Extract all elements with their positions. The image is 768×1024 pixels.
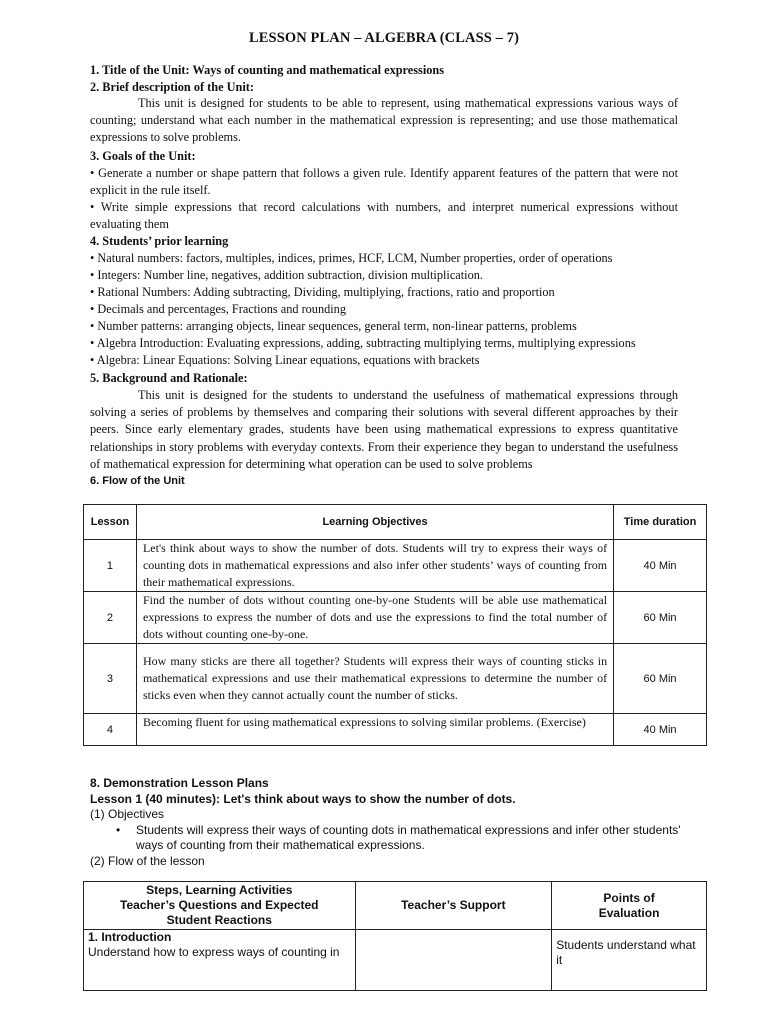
prior-learning-item: • Rational Numbers: Adding subtracting, Dividing, multiplying, fractions, ratio and proportion — [90, 285, 555, 299]
column-header-lesson: Lesson — [84, 505, 137, 540]
objectives-label: (1) Objectives — [90, 807, 165, 821]
lesson-objective: Find the number of dots without counting one-by-one Students will be able use mathematical expressions to express the number of dots and use the expressions to find the total number of dots without counting one-by-one. — [136, 592, 613, 644]
lesson-duration: 40 Min — [614, 714, 707, 746]
lesson-objective: How many sticks are there all together? Students will express their ways of counting sticks in mathematical expressions and use their mathematical expressions to determine the number of sticks even when they cannot actually count the number of sticks. — [136, 644, 613, 714]
evaluation-cell: Students understand what it — [552, 930, 707, 991]
demonstration-section — [90, 776, 690, 869]
column-header-learning-objectives: Learning Objectives — [136, 505, 613, 540]
header-line: Points of — [603, 890, 655, 905]
objective-bullet — [90, 823, 690, 854]
table-row — [84, 540, 707, 592]
prior-learning-item: • Algebra: Linear Equations: Solving Linear equations, equations with brackets — [90, 353, 480, 367]
introduction-text: Understand how to express ways of counting in — [88, 945, 340, 959]
lesson-number: 3 — [84, 644, 137, 714]
column-header-teacher-support: Teacher’s Support — [355, 882, 552, 930]
header-line: Evaluation — [598, 905, 660, 920]
column-header-evaluation — [552, 882, 707, 930]
column-header-time-duration: Time duration — [614, 505, 707, 540]
bullet-dot-icon: • — [116, 822, 121, 837]
prior-learning-item: • Integers: Number line, negatives, addition subtraction, division multiplication. — [90, 268, 483, 282]
section-goals: 3. Goals of the Unit: — [90, 149, 196, 163]
goal-item-2: • Write simple expressions that record calculations with numbers, and interpret numerical expressions without evaluating them — [90, 200, 678, 232]
prior-learning-item: • Natural numbers: factors, multiples, indices, primes, HCF, LCM, Number properties, order of operations — [90, 251, 613, 265]
table-header-row — [84, 505, 707, 540]
lesson-duration: 40 Min — [614, 540, 707, 592]
lesson-duration: 60 Min — [614, 644, 707, 714]
table-row — [84, 930, 707, 991]
table-header-row — [84, 882, 707, 930]
lesson-1-heading: Lesson 1 (40 minutes): Let's think about ways to show the number of dots. — [90, 791, 516, 806]
lesson-flow-table — [83, 881, 707, 991]
flow-of-lesson-label: (2) Flow of the lesson — [90, 853, 205, 868]
section-background: 5. Background and Rationale: — [90, 371, 248, 385]
table-row — [84, 644, 707, 714]
section-prior-learning: 4. Students’ prior learning — [90, 234, 229, 248]
lesson-number: 2 — [84, 592, 137, 644]
objective-text: Students will express their ways of counting dots in mathematical expressions and infer other students' ways of counting from their mathematical expressions. — [136, 822, 681, 852]
unit-flow-table — [83, 504, 707, 746]
introduction-heading: 1. Introduction — [88, 930, 172, 944]
header-line: Steps, Learning Activities — [146, 883, 293, 897]
teacher-support-cell — [355, 930, 552, 991]
document-title: LESSON PLAN – ALGEBRA (CLASS – 7) — [249, 30, 519, 46]
prior-learning-item: • Number patterns: arranging objects, linear sequences, general term, non-linear patterns, problems — [90, 319, 577, 333]
section-flow-of-unit: 6. Flow of the Unit — [90, 475, 185, 487]
lesson-duration: 60 Min — [614, 592, 707, 644]
header-line: Teacher’s Questions and Expected — [120, 898, 319, 912]
lesson-number: 1 — [84, 540, 137, 592]
prior-learning-item: • Decimals and percentages, Fractions and rounding — [90, 302, 346, 316]
prior-learning-item: • Algebra Introduction: Evaluating expressions, adding, subtracting multiplying terms, multiplying expressions — [90, 336, 636, 350]
section-title-of-unit: 1. Title of the Unit: Ways of counting and mathematical expressions — [90, 63, 445, 77]
introduction-cell — [84, 930, 356, 991]
demonstration-heading: 8. Demonstration Lesson Plans — [90, 776, 269, 790]
column-header-steps — [84, 882, 356, 930]
table-row — [84, 592, 707, 644]
lesson-number: 4 — [84, 714, 137, 746]
lesson-objective: Becoming fluent for using mathematical expressions to solving similar problems. (Exercise) — [136, 714, 613, 746]
header-line: Student Reactions — [166, 913, 272, 927]
goal-item-1: • Generate a number or shape pattern that follows a given rule. Identify apparent features of the pattern that were not explicit in the rule itself. — [90, 166, 678, 198]
lesson-objective: Let's think about ways to show the number of dots. Students will try to express their ways of counting dots in mathematical expressions and also infer other students’ ways of counting from their mathematical expressions. — [136, 540, 613, 592]
brief-description-text: This unit is designed for students to be able to represent, using mathematical expressions various ways of counting; understand what each number in the mathematical expression is representing; and use those mathematical expressions to solve problems. — [90, 96, 678, 145]
section-brief-description: 2. Brief description of the Unit: — [90, 80, 254, 94]
table-row — [84, 714, 707, 746]
background-text: This unit is designed for the students to understand the usefulness of mathematical expressions through solving a series of problems by themselves and comparing their solutions with several different approaches by their peers. Since early elementary grades, students have been using mathematical expressions to express quantitative relationships in story problems with everyday contexts. From their experience they began to understand the usefulness of mathematical expression for determining what operation can be used to solve problems — [90, 388, 678, 471]
